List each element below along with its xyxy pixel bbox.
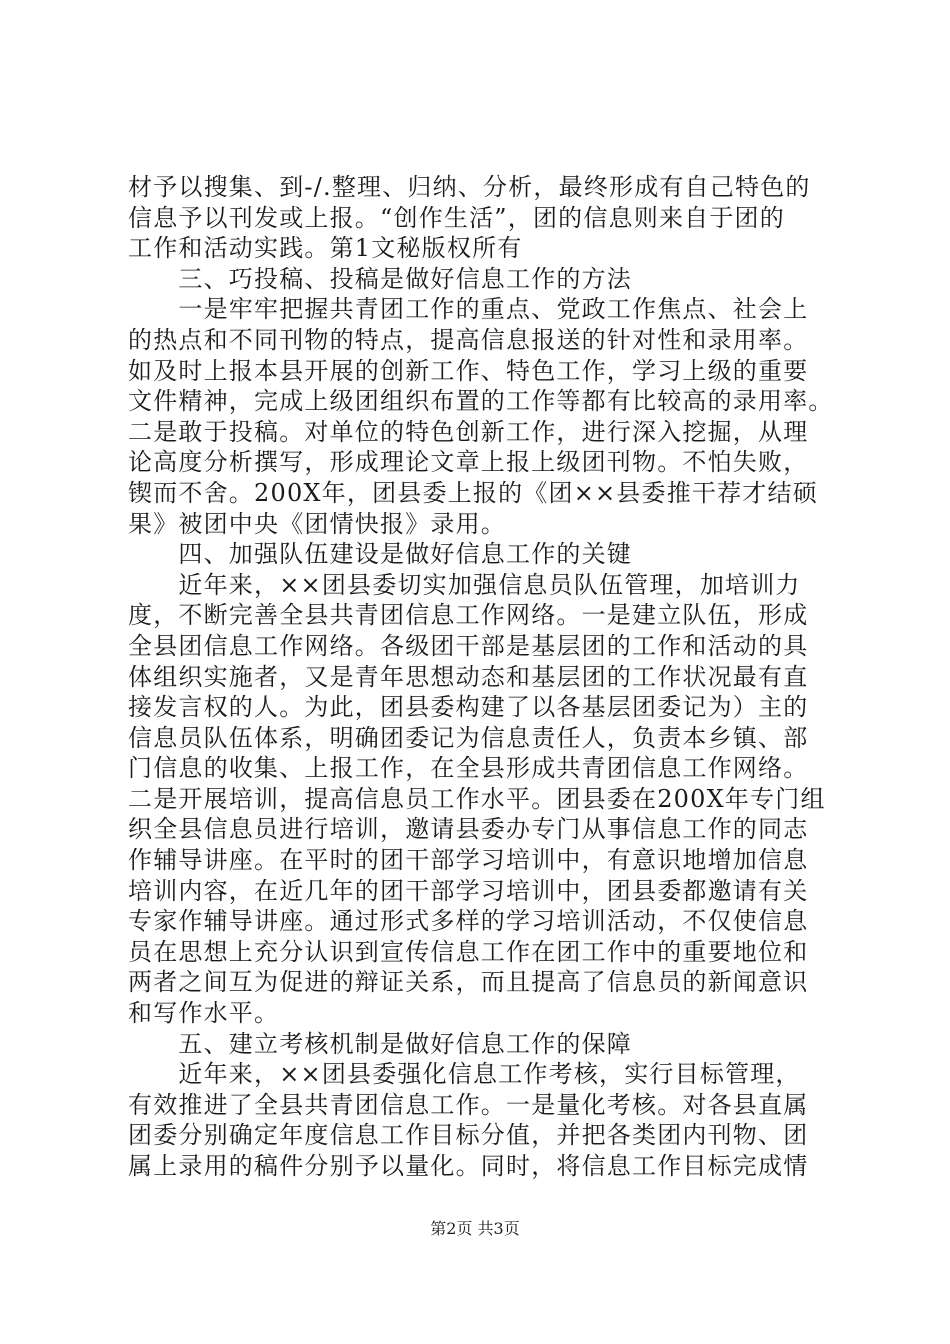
- section-heading: 三、巧投稿、投稿是做好信息工作的方法: [128, 264, 632, 293]
- text-line: 全县团信息工作网络。各级团干部是基层团的工作和活动的具: [128, 631, 809, 660]
- text-line: 二是敢于投稿。对单位的特色创新工作，进行深入挖掘，从理: [128, 417, 809, 446]
- document-body: [128, 172, 836, 1182]
- text-line: 体组织实施者，又是青年思想动态和基层团的工作状况最有直: [128, 662, 809, 691]
- text-line: 论高度分析撰写，形成理论文章上报上级团刊物。不怕失败，: [128, 448, 809, 477]
- text-line: 文件精神，完成上级团组织布置的工作等都有比较高的录用率。: [128, 387, 834, 416]
- text-line: 有效推进了全县共青团信息工作。一是量化考核。对各县直属: [128, 1090, 809, 1119]
- text-line: 一是牢牢把握共青团工作的重点、党政工作焦点、社会上: [128, 295, 809, 324]
- text-line: 门信息的收集、上报工作，在全县形成共青团信息工作网络。: [128, 754, 809, 783]
- text-line: 如及时上报本县开展的创新工作、特色工作，学习上级的重要: [128, 356, 809, 385]
- text-line: 材予以搜集、到-/.整理、归纳、分析，最终形成有自己特色的: [128, 173, 811, 201]
- text-line: 团委分别确定年度信息工作目标分值，并把各类团内刊物、团: [128, 1121, 809, 1150]
- text-line: 近年来，××团县委切实加强信息员队伍管理，加培训力: [128, 570, 801, 599]
- text-line: 信息员队伍体系，明确团委记为信息责任人，负责本乡镇、部: [128, 723, 809, 752]
- text-line: 属上录用的稿件分别予以量化。同时，将信息工作目标完成情: [128, 1152, 809, 1180]
- text-line: 培训内容，在近几年的团干部学习培训中，团县委都邀请有关: [128, 876, 809, 905]
- section-heading: 五、建立考核机制是做好信息工作的保障: [128, 1029, 632, 1058]
- text-line: 度，不断完善全县共青团信息工作网络。一是建立队伍，形成: [128, 601, 809, 630]
- text-line: 二是开展培训，提高信息员工作水平。团县委在200X年专门组: [128, 784, 826, 813]
- text-line: 专家作辅导讲座。通过形式多样的学习培训活动，不仅使信息: [128, 907, 809, 936]
- text-line: 工作和活动实践。第1文秘版权所有: [128, 234, 523, 263]
- text-line: 的热点和不同刊物的特点，提高信息报送的针对性和录用率。: [128, 325, 809, 354]
- text-line: 两者之间互为促进的辩证关系，而且提高了信息员的新闻意识: [128, 968, 809, 997]
- text-line: 果》被团中央《团情快报》录用。: [128, 509, 506, 538]
- text-line: 和写作水平。: [128, 999, 280, 1028]
- section-heading: 四、加强队伍建设是做好信息工作的关键: [128, 540, 632, 569]
- page-number-footer: 第2页 共3页: [430, 1219, 520, 1238]
- text-line: 信息予以刊发或上报。“创作生活”，团的信息则来自于团的: [128, 203, 785, 232]
- text-line: 作辅导讲座。在平时的团干部学习培训中，有意识地增加信息: [128, 846, 809, 875]
- text-line: 接发言权的人。为此，团县委构建了以各基层团委记为）主的: [128, 693, 809, 722]
- text-line: 织全县信息员进行培训，邀请县委办专门从事信息工作的同志: [128, 815, 809, 844]
- text-line: 员在思想上充分认识到宣传信息工作在团工作中的重要地位和: [128, 937, 809, 966]
- text-line: 锲而不舍。200X年，团县委上报的《团××县委推干荐才结硕: [128, 478, 818, 507]
- text-line: 近年来，××团县委强化信息工作考核，实行目标管理，: [128, 1060, 801, 1089]
